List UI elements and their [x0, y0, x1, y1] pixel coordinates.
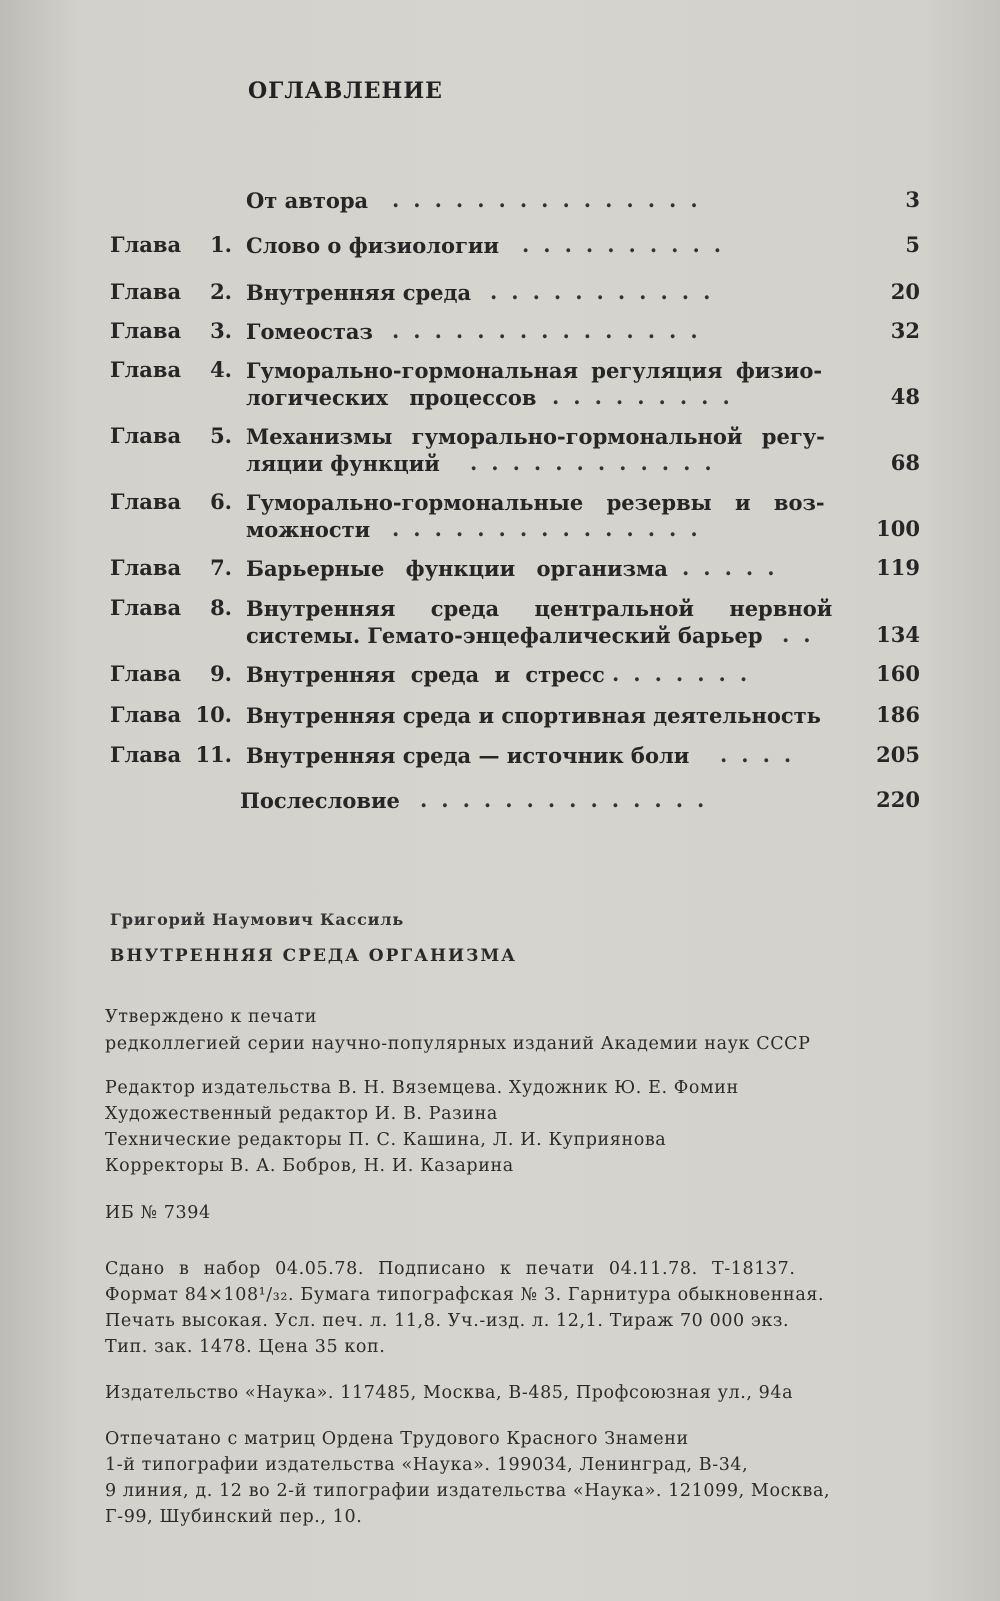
toc-entry-page: 119: [876, 555, 920, 580]
toc-entry-page: 3: [905, 187, 920, 212]
approved-line-2: редколлегией серии научно-популярных изданий Академии наук СССР: [105, 1034, 811, 1054]
publisher-line: Издательство «Наука». 117485, Москва, В-485, Профсоюзная ул., 94а: [105, 1383, 794, 1403]
toc-entry-number: 3.: [210, 318, 232, 343]
toc-leader-dots: ..........: [522, 232, 736, 257]
toc-entry-page: 160: [876, 661, 920, 686]
toc-leader-dots: ..: [782, 622, 825, 647]
toc-entry-label: Глава: [110, 702, 182, 727]
print-line-2: Формат 84×108¹/₃₂. Бумага типографская № 3. Гарнитура обыкновенная.: [105, 1285, 825, 1305]
toc-entry-label: Глава: [110, 489, 182, 514]
toc-entry-label: Глава: [110, 595, 182, 620]
toc-leader-dots: ...............: [392, 516, 712, 541]
toc-leader-dots: ...............: [392, 187, 712, 212]
toc-entry-title: Барьерные функции организма: [246, 556, 668, 581]
editor-line-1: Редактор издательства В. Н. Вяземцева. Художник Ю. Е. Фомин: [105, 1078, 739, 1098]
toc-entry-number: 6.: [210, 489, 232, 514]
toc-entry-number: 7.: [210, 555, 232, 580]
book-title: ВНУТРЕННЯЯ СРЕДА ОРГАНИЗМА: [110, 946, 518, 966]
toc-entry-page: 20: [890, 279, 920, 304]
editor-line-4: Корректоры В. А. Бобров, Н. И. Казарина: [105, 1156, 514, 1176]
toc-entry-title-line2: ляции функций: [246, 451, 440, 476]
toc-entry-title: Внутренняя среда и стресс: [246, 662, 605, 687]
toc-entry-number: 9.: [210, 661, 232, 686]
toc-entry-page: 220: [876, 787, 920, 812]
ib-number: ИБ № 7394: [105, 1203, 211, 1223]
printed-line-2: 1-й типографии издательства «Наука». 199034, Ленинград, В-34,: [105, 1455, 749, 1475]
toc-entry-title-line1: Гуморально-гормональная регуляция физио-: [246, 358, 823, 383]
toc-entry-title: От автора: [246, 188, 369, 213]
toc-entry-label: Глава: [110, 423, 182, 448]
toc-entry-title-line1: Механизмы гуморально-гормональной регу-: [246, 424, 825, 449]
toc-entry-label: Глава: [110, 318, 182, 343]
toc-leader-dots: ...........: [490, 279, 725, 304]
toc-entry-page: 100: [876, 516, 920, 541]
page-title: ОГЛАВЛЕНИЕ: [248, 78, 443, 104]
toc-entry-page: 186: [876, 702, 920, 727]
toc-entry-number: 1.: [210, 232, 232, 257]
toc-entry-page: 5: [905, 232, 920, 257]
toc-entry-number: 5.: [210, 423, 232, 448]
toc-entry-title: Слово о физиологии: [246, 233, 500, 258]
toc-entry-number: 8.: [210, 595, 232, 620]
toc-entry-title: Гомеостаз: [246, 319, 373, 344]
toc-entry-number: 4.: [210, 357, 232, 382]
toc-entry-title-line2: системы. Гемато-энцефалический барьер: [246, 623, 763, 648]
toc-entry-title: Внутренняя среда — источник боли: [246, 743, 690, 768]
toc-entry-number: 11.: [195, 742, 232, 767]
toc-entry-label: Глава: [110, 555, 182, 580]
toc-entry-title: Послесловие: [240, 788, 400, 813]
toc-entry-page: 205: [876, 742, 920, 767]
toc-leader-dots: ..............: [420, 787, 719, 812]
toc-entry-title: Внутренняя среда и спортивная деятельность: [246, 703, 821, 728]
editor-line-3: Технические редакторы П. С. Кашина, Л. И. Куприянова: [105, 1130, 667, 1150]
toc-leader-dots: ....: [720, 742, 806, 767]
toc-entry-label: Глава: [110, 279, 182, 304]
printed-line-3: 9 линия, д. 12 во 2-й типографии издательства «Наука». 121099, Москва,: [105, 1481, 831, 1501]
toc-entry-number: 10.: [195, 702, 232, 727]
print-line-1: Сдано в набор 04.05.78. Подписано к печати 04.11.78. Т-18137.: [105, 1259, 796, 1279]
toc-entry-label: Глава: [110, 742, 182, 767]
approved-line-1: Утверждено к печати: [105, 1007, 318, 1027]
toc-entry-page: 68: [890, 450, 920, 475]
toc-entry-title-line1: Внутренняя среда центральной нервной: [246, 596, 833, 621]
toc-entry-label: Глава: [110, 661, 182, 686]
editor-line-2: Художественный редактор И. В. Разина: [105, 1104, 498, 1124]
printed-line-4: Г-99, Шубинский пер., 10.: [105, 1507, 363, 1527]
toc-leader-dots: .....: [682, 555, 789, 580]
toc-entry-page: 32: [890, 318, 920, 343]
toc-entry-title-line2: логических процессов: [246, 385, 537, 410]
toc-leader-dots: ...............: [392, 318, 712, 343]
print-line-3: Печать высокая. Усл. печ. л. 11,8. Уч.-изд. л. 12,1. Тираж 70 000 экз.: [105, 1311, 790, 1331]
toc-entry-title: Внутренняя среда: [246, 280, 472, 305]
toc-entry-title-line1: Гуморально-гормональные резервы и воз-: [246, 490, 825, 515]
toc-entry-label: Глава: [110, 357, 182, 382]
toc-entry-title-line2: можности: [246, 517, 371, 542]
toc-entry-page: 134: [876, 622, 920, 647]
author-name: Григорий Наумович Кассиль: [110, 910, 405, 929]
toc-entry-number: 2.: [210, 279, 232, 304]
toc-leader-dots: .........: [552, 384, 744, 409]
print-line-4: Тип. зак. 1478. Цена 35 коп.: [105, 1337, 386, 1357]
toc-leader-dots: ............: [470, 450, 726, 475]
printed-line-1: Отпечатано с матриц Ордена Трудового Красного Знамени: [105, 1429, 689, 1449]
toc-leader-dots: .......: [612, 661, 762, 686]
toc-entry-page: 48: [890, 384, 920, 409]
toc-entry-label: Глава: [110, 232, 182, 257]
